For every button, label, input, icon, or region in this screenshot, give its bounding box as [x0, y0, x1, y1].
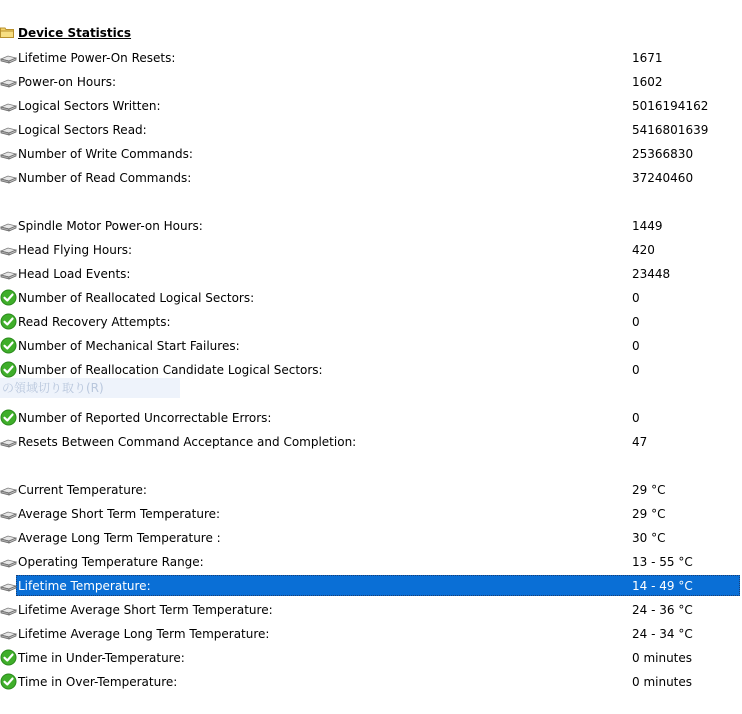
stat-row[interactable]: [0, 142, 742, 166]
stat-label: Number of Reported Uncorrectable Errors:: [18, 411, 272, 425]
stat-label: Number of Reallocation Candidate Logical Sectors:: [18, 363, 323, 377]
stat-row[interactable]: [0, 262, 742, 286]
stat-value: 0: [632, 315, 640, 329]
stat-row[interactable]: [0, 334, 742, 358]
stat-label: Number of Read Commands:: [18, 171, 192, 185]
stat-value: 0: [632, 291, 640, 305]
check-icon: [0, 649, 17, 666]
drive-icon: [0, 49, 17, 66]
stat-value: 29 °C: [632, 507, 666, 521]
stat-value: 30 °C: [632, 531, 666, 545]
stat-row[interactable]: [0, 94, 742, 118]
check-icon: [0, 409, 17, 426]
stat-row[interactable]: [0, 526, 742, 550]
drive-icon: [0, 553, 17, 570]
stat-value: 25366830: [632, 147, 694, 161]
stat-label: Time in Over-Temperature:: [18, 675, 178, 689]
stat-label: Lifetime Average Long Term Temperature:: [18, 627, 270, 641]
stat-value: 0 minutes: [632, 675, 693, 689]
stat-label: Spindle Motor Power-on Hours:: [18, 219, 203, 233]
stat-label: Number of Mechanical Start Failures:: [18, 339, 240, 353]
stat-row[interactable]: [0, 574, 742, 598]
stat-row[interactable]: [0, 646, 742, 670]
stat-label: Average Short Term Temperature:: [18, 507, 221, 521]
drive-icon: [0, 265, 17, 282]
stat-value: 23448: [632, 267, 671, 281]
stat-value: 0 minutes: [632, 651, 693, 665]
stat-row[interactable]: [0, 550, 742, 574]
stat-row[interactable]: [0, 286, 742, 310]
stat-label: Logical Sectors Written:: [18, 99, 161, 113]
drive-icon: [0, 121, 17, 138]
stat-value: 0: [632, 339, 640, 353]
stat-label: Time in Under-Temperature:: [18, 651, 185, 665]
drive-icon: [0, 145, 17, 162]
stat-row[interactable]: [0, 598, 742, 622]
stat-label: Read Recovery Attempts:: [18, 315, 171, 329]
stat-label: Number of Write Commands:: [18, 147, 193, 161]
stat-value: 5016194162: [632, 99, 709, 113]
check-icon: [0, 673, 17, 690]
stat-value: 47: [632, 435, 648, 449]
stat-row[interactable]: [0, 118, 742, 142]
stat-label: Average Long Term Temperature :: [18, 531, 221, 545]
stat-row[interactable]: [0, 166, 742, 190]
drive-icon: [0, 97, 17, 114]
stat-value: 24 - 34 °C: [632, 627, 693, 641]
stat-label: Head Flying Hours:: [18, 243, 133, 257]
section-header[interactable]: [0, 22, 742, 44]
drive-icon: [0, 529, 17, 546]
drive-icon: [0, 433, 17, 450]
stat-row[interactable]: [0, 430, 742, 454]
stat-value: 0: [632, 411, 640, 425]
section-title: Device Statistics: [18, 26, 132, 40]
stat-row[interactable]: [0, 70, 742, 94]
stat-row[interactable]: [0, 622, 742, 646]
check-icon: [0, 313, 17, 330]
drive-icon: [0, 625, 17, 642]
stat-row[interactable]: [0, 670, 742, 694]
stat-row[interactable]: [0, 406, 742, 430]
stat-value: 1671: [632, 51, 663, 65]
drive-icon: [0, 577, 17, 594]
stat-label: Lifetime Temperature:: [18, 579, 151, 593]
stat-value: 5416801639: [632, 123, 709, 137]
drive-icon: [0, 241, 17, 258]
drive-icon: [0, 73, 17, 90]
stat-value: 1449: [632, 219, 663, 233]
drive-icon: [0, 601, 17, 618]
stat-value: 24 - 36 °C: [632, 603, 693, 617]
stat-label: Operating Temperature Range:: [18, 555, 204, 569]
stat-label: Number of Reallocated Logical Sectors:: [18, 291, 255, 305]
stat-row[interactable]: [0, 502, 742, 526]
stat-label: Logical Sectors Read:: [18, 123, 147, 137]
check-icon: [0, 361, 17, 378]
stat-value: 29 °C: [632, 483, 666, 497]
folder-icon: [0, 26, 14, 38]
stat-label: Power-on Hours:: [18, 75, 117, 89]
check-icon: [0, 289, 17, 306]
stat-value: 14 - 49 °C: [632, 579, 693, 593]
stat-value: 420: [632, 243, 655, 257]
stat-label: Current Temperature:: [18, 483, 147, 497]
stat-label: Resets Between Command Acceptance and Completion:: [18, 435, 357, 449]
stat-label: Lifetime Power-On Resets:: [18, 51, 176, 65]
check-icon: [0, 337, 17, 354]
stat-row[interactable]: [0, 478, 742, 502]
stat-row[interactable]: [0, 214, 742, 238]
stat-row[interactable]: [0, 358, 742, 382]
stat-value: 37240460: [632, 171, 694, 185]
drive-icon: [0, 481, 17, 498]
stat-value: 13 - 55 °C: [632, 555, 693, 569]
stat-row[interactable]: [0, 46, 742, 70]
stat-label: Lifetime Average Short Term Temperature:: [18, 603, 273, 617]
ghost-text: の領域切り取り(R): [2, 381, 104, 395]
stat-value: 0: [632, 363, 640, 377]
stat-row[interactable]: [0, 238, 742, 262]
stat-row[interactable]: [0, 310, 742, 334]
drive-icon: [0, 169, 17, 186]
stat-value: 1602: [632, 75, 663, 89]
stat-label: Head Load Events:: [18, 267, 131, 281]
drive-icon: [0, 505, 17, 522]
drive-icon: [0, 217, 17, 234]
